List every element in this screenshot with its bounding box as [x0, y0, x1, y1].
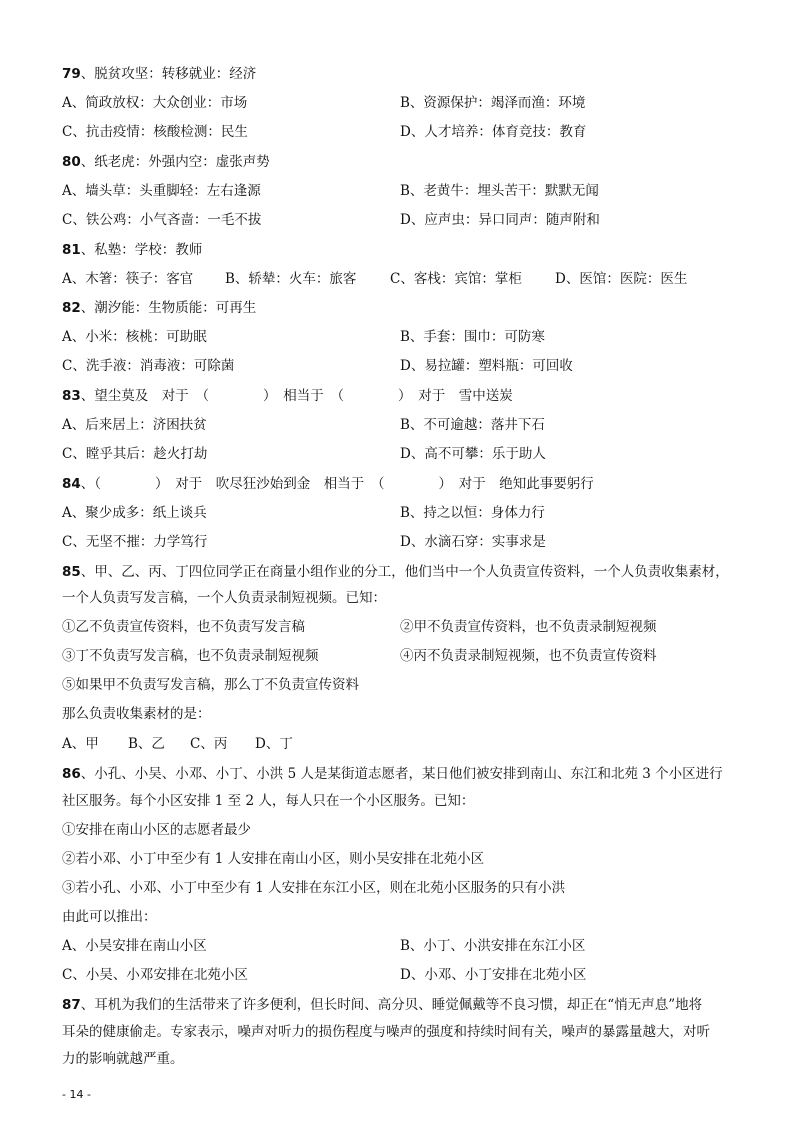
page-number: - 14 - — [62, 1088, 91, 1101]
q79-option-d: D、人才培养：体育竞技：教育 — [400, 124, 587, 140]
q84-number: 84 — [62, 476, 81, 492]
q85-stem-line2: 一个人负责写发言稿，一个人负责录制短视频。已知： — [62, 590, 386, 606]
q85-condition-3: ③丁不负责写发言稿，也不负责录制短视频 — [62, 648, 319, 664]
q83-option-d: D、高不可攀：乐于助人 — [400, 446, 546, 462]
q86-option-b: B、小丁、小洪安排在东江小区 — [400, 938, 586, 954]
q86-condition-1: ①安排在南山小区的志愿者最少 — [62, 822, 251, 838]
q85-question: 那么负责收集素材的是： — [62, 706, 211, 722]
q86-stem-text: 、小孔、小吴、小邓、小丁、小洪 5 人是某街道志愿者，某日他们被安排到南山、东江和北苑 3 个小区进行 — [80, 766, 723, 782]
q81-stem-text: 、私塾：学校：教师 — [80, 242, 203, 258]
q87-stem-line1 — [62, 995, 702, 1015]
q83-stem — [62, 386, 513, 406]
q80-option-a: A、墙头草：头重脚轻：左右逢源 — [62, 183, 261, 199]
q87-number: 87 — [62, 997, 81, 1013]
q86-condition-2: ②若小邓、小丁中至少有 1 人安排在南山小区，则小吴安排在北苑小区 — [62, 851, 485, 867]
q83-stem-text: 、望尘莫及 对于 （ ） 相当于 （ ） 对于 雪中送炭 — [80, 388, 513, 404]
q85-stem-line1 — [62, 562, 729, 582]
q85-condition-4: ④丙不负责录制短视频，也不负责宣传资料 — [400, 648, 657, 664]
q86-number: 86 — [62, 766, 81, 782]
q85-condition-2: ②甲不负责宣传资料，也不负责录制短视频 — [400, 619, 657, 635]
q85-condition-5: ⑤如果甲不负责写发言稿，那么丁不负责宣传资料 — [62, 677, 359, 693]
q82-number: 82 — [62, 300, 81, 316]
q81-option-b: B、轿辇：火车：旅客 — [225, 271, 357, 287]
q83-option-c: C、瞠乎其后：趁火打劫 — [62, 446, 208, 462]
q85-option-a: A、甲 — [62, 736, 99, 752]
q86-stem-line2: 社区服务。每个小区安排 1 至 2 人，每人只在一个小区服务。已知： — [62, 793, 475, 809]
q80-number: 80 — [62, 154, 81, 170]
q87-stem-text: 、耳机为我们的生活带来了许多便利，但长时间、高分贝、睡觉佩戴等不良习惯，却正在“悄无声息”地将 — [80, 997, 703, 1013]
q83-number: 83 — [62, 388, 81, 404]
q82-option-d: D、易拉罐：塑料瓶：可回收 — [400, 358, 573, 374]
q85-option-d: D、丁 — [255, 736, 293, 752]
q84-stem-text: 、（ ） 对于 吹尽狂沙始到金 相当于 （ ） 对于 绝知此事要躬行 — [80, 476, 594, 492]
q80-option-d: D、应声虫：异口同声：随声附和 — [400, 212, 600, 228]
q79-number: 79 — [62, 66, 81, 82]
q85-stem-text: 、甲、乙、丙、丁四位同学正在商量小组作业的分工，他们当中一个人负责宣传资料，一个人负责收集素材， — [80, 564, 729, 580]
q86-stem-line1 — [62, 764, 723, 784]
q80-option-b: B、老黄牛：埋头苦干：默默无闻 — [400, 183, 599, 199]
q82-option-c: C、洗手液：消毒液：可除菌 — [62, 358, 235, 374]
q81-stem — [62, 240, 202, 260]
q85-number: 85 — [62, 564, 81, 580]
q87-stem-line2: 耳朵的健康偷走。专家表示，噪声对听力的损伤程度与噪声的强度和持续时间有关，噪声的暴露量越大，对听 — [62, 1024, 710, 1040]
q86-condition-3: ③若小孔、小邓、小丁中至少有 1 人安排在东江小区，则在北苑小区服务的只有小洪 — [62, 880, 566, 896]
q80-option-c: C、铁公鸡：小气吝啬：一毛不拔 — [62, 212, 262, 228]
q84-option-a: A、聚少成多：纸上谈兵 — [62, 505, 207, 521]
q79-option-a: A、简政放权：大众创业：市场 — [62, 95, 248, 111]
q86-option-d: D、小邓、小丁安排在北苑小区 — [400, 967, 587, 983]
q81-option-c: C、客栈：宾馆：掌柜 — [390, 271, 522, 287]
q81-option-d: D、医馆：医院：医生 — [555, 271, 688, 287]
q79-stem — [62, 64, 256, 84]
q85-condition-1: ①乙不负责宣传资料，也不负责写发言稿 — [62, 619, 305, 635]
q86-option-a: A、小吴安排在南山小区 — [62, 938, 207, 954]
q85-option-c: C、丙 — [190, 736, 228, 752]
q81-number: 81 — [62, 242, 81, 258]
q84-option-d: D、水滴石穿：实事求是 — [400, 534, 546, 550]
q80-stem-text: 、纸老虎：外强内空：虚张声势 — [80, 154, 270, 170]
q84-stem — [62, 474, 594, 494]
q82-stem — [62, 298, 256, 318]
q79-option-c: C、抗击疫情：核酸检测：民生 — [62, 124, 248, 140]
q81-option-a: A、木箸：筷子：客官 — [62, 271, 194, 287]
q82-stem-text: 、潮汐能：生物质能：可再生 — [80, 300, 257, 316]
q79-option-b: B、资源保护：竭泽而渔：环境 — [400, 95, 586, 111]
q86-question: 由此可以推出： — [62, 909, 157, 925]
q86-option-c: C、小吴、小邓安排在北苑小区 — [62, 967, 248, 983]
q80-stem — [62, 152, 270, 172]
q79-stem-text: 、脱贫攻坚：转移就业：经济 — [80, 66, 257, 82]
q84-option-b: B、持之以恒：身体力行 — [400, 505, 545, 521]
q87-stem-line3: 力的影响就越严重。 — [62, 1051, 184, 1067]
q83-option-a: A、后来居上：济困扶贫 — [62, 417, 207, 433]
q83-option-b: B、不可逾越：落井下石 — [400, 417, 545, 433]
q85-option-b: B、乙 — [128, 736, 165, 752]
q82-option-b: B、手套：围巾：可防寒 — [400, 329, 545, 345]
q84-option-c: C、无坚不摧：力学笃行 — [62, 534, 208, 550]
q82-option-a: A、小米：核桃：可助眠 — [62, 329, 207, 345]
